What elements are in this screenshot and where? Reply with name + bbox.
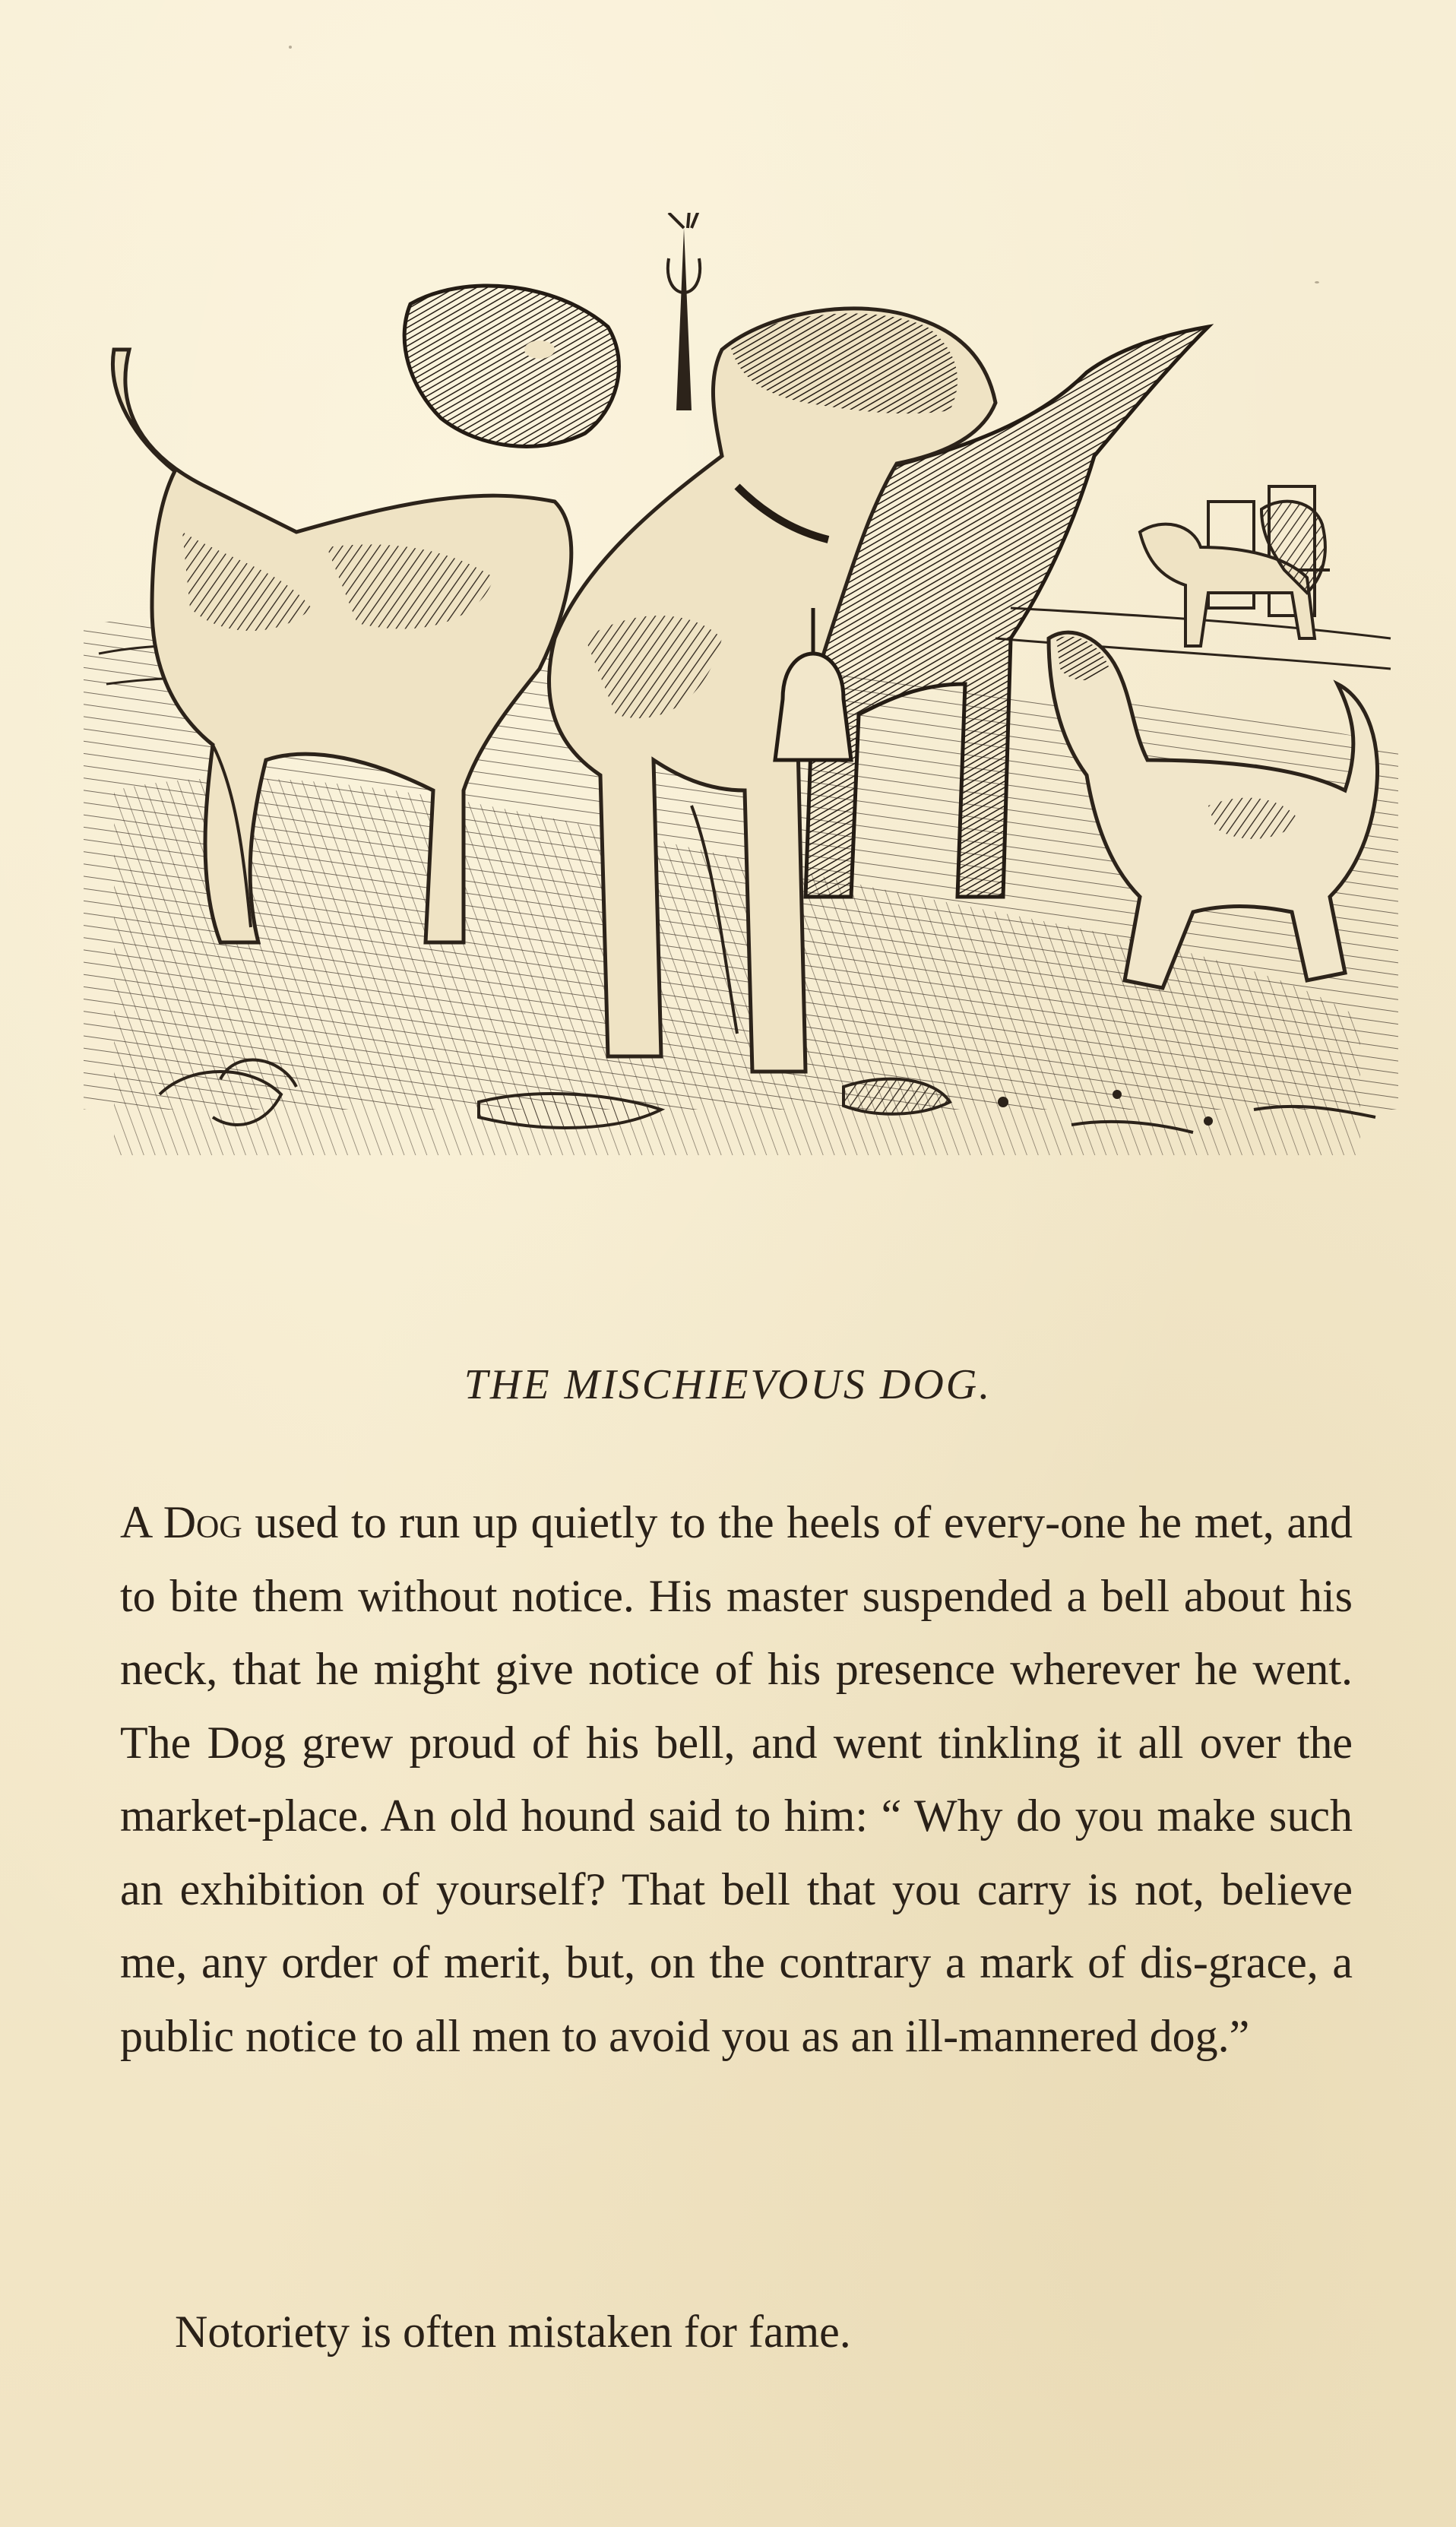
fable-text <box>120 1486 1353 2073</box>
dogs-engraving-illustration <box>84 213 1398 1269</box>
fable-body: used to run up quietly to the heels of every-one he met, and to bite them without notice. His master suspended a bell about his neck, that he might give notice of his presence wherever he went. The Dog grew proud of his bell, and went tinkling it all over the market-place. An old hound said to him: “ Why do you make such an exhibition of yourself? That bell that you carry is not, believe me, any order of merit, but, on the contrary a mark of dis-grace, a public notice to all men to avoid you as an ill-mannered dog.” <box>120 1497 1353 2061</box>
left-dog-head <box>404 286 619 446</box>
fable-lead-smallcaps: Dog <box>163 1497 242 1547</box>
distant-dogs <box>1140 502 1325 646</box>
fable-lead-letter: A <box>120 1497 151 1547</box>
paper-speck <box>289 46 292 49</box>
fable-moral: Notoriety is often mistaken for fame. <box>175 2307 851 2357</box>
engraving-svg <box>84 213 1398 1269</box>
illustration-caption: THE MISCHIEVOUS DOG. <box>464 1361 992 1408</box>
background-post <box>668 213 701 410</box>
